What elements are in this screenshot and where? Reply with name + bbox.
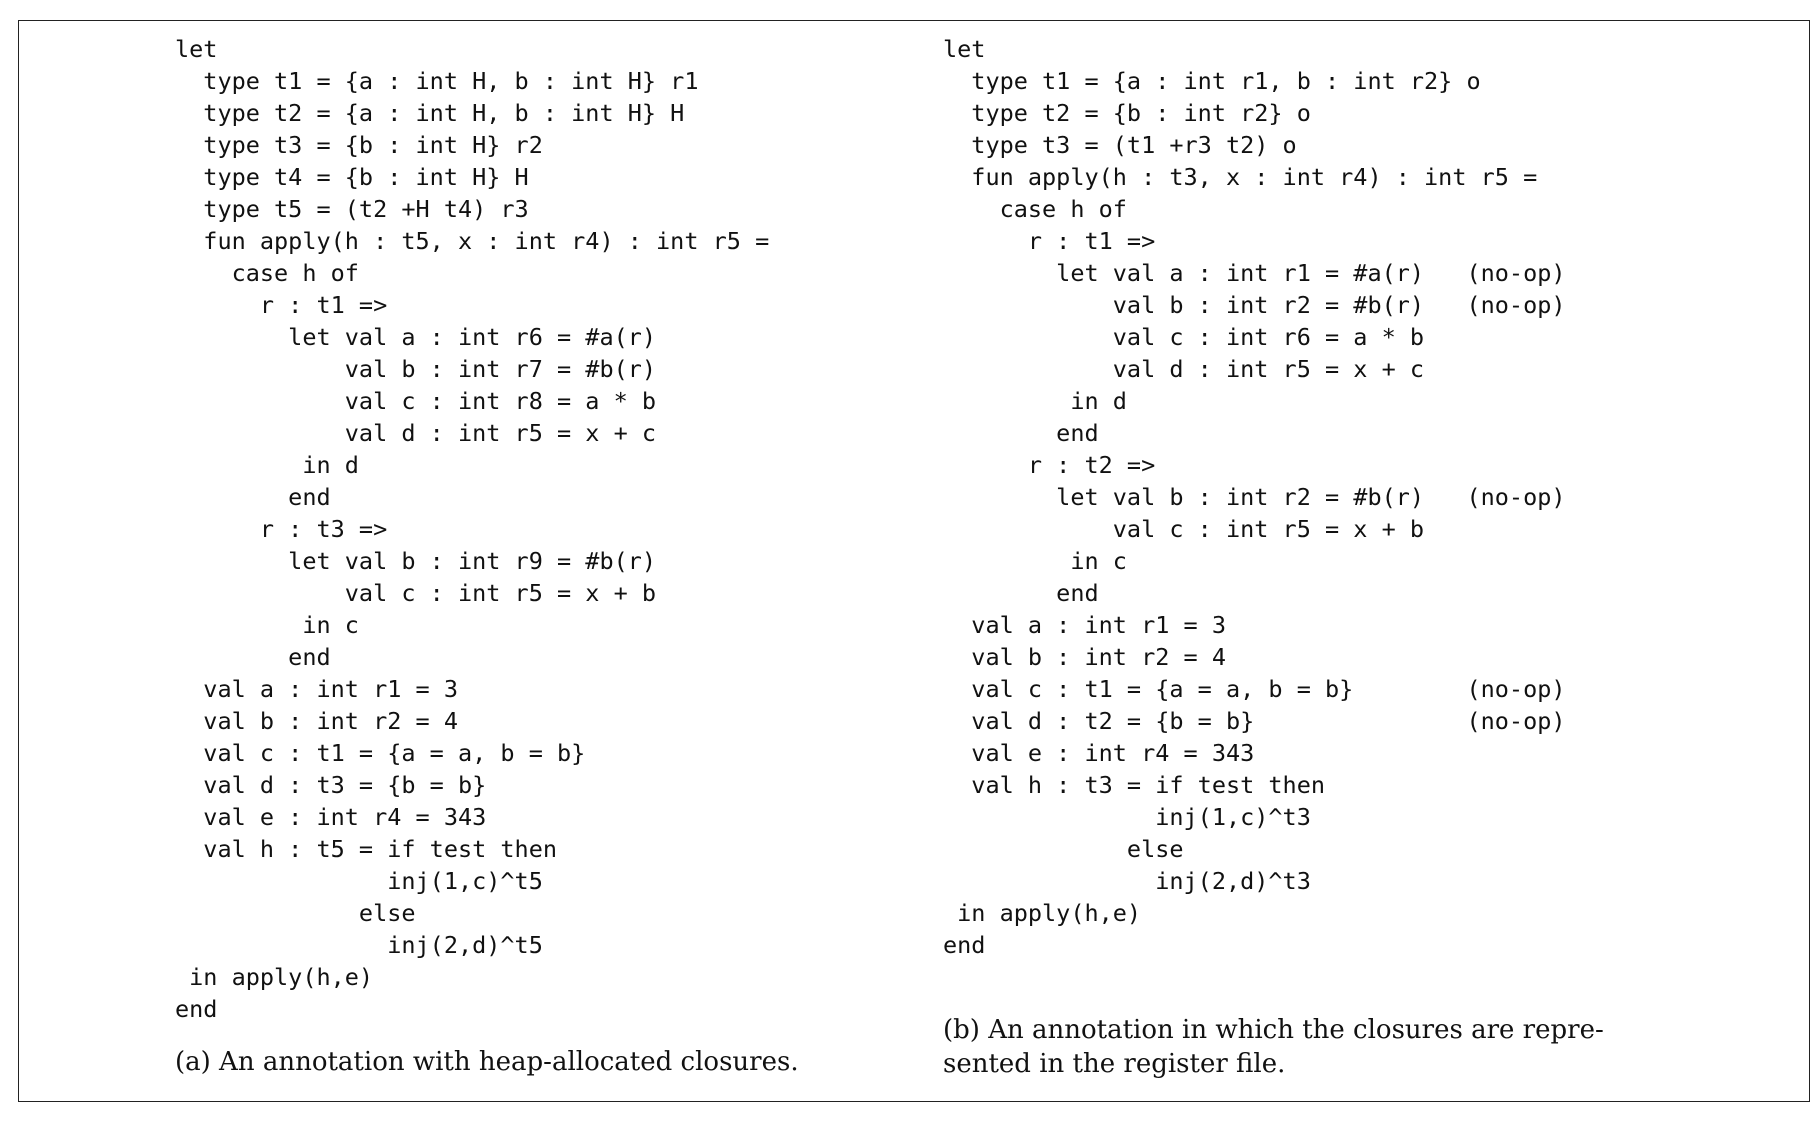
code-line: val a : int r1 = 3 [175, 675, 458, 703]
code-line: type t1 = {a : int r1, b : int r2} o [943, 67, 1481, 95]
code-line: else [943, 835, 1184, 863]
code-line: val c : t1 = {a = a, b = b} [175, 739, 586, 767]
code-line: let [175, 35, 218, 63]
code-line: val a : int r1 = 3 [943, 611, 1226, 639]
code-line: let val a : int r6 = #a(r) [175, 323, 657, 351]
caption-b-line: (b) An annotation in which the closures are repre- [943, 1015, 1604, 1045]
code-line: val b : int r2 = #b(r) (no-op) [943, 291, 1566, 319]
code-line: val d : int r5 = x + c [175, 419, 657, 447]
code-line: case h of [175, 259, 359, 287]
code-line: type t4 = {b : int H} H [175, 163, 529, 191]
code-line: val c : int r8 = a * b [175, 387, 657, 415]
code-line: val c : t1 = {a = a, b = b} (no-op) [943, 675, 1566, 703]
code-line: type t1 = {a : int H, b : int H} r1 [175, 67, 699, 95]
code-line: let val a : int r1 = #a(r) (no-op) [943, 259, 1566, 287]
code-line: in apply(h,e) [175, 963, 374, 991]
code-line: val e : int r4 = 343 [175, 803, 487, 831]
code-line: let val b : int r9 = #b(r) [175, 547, 657, 575]
code-line: val c : int r6 = a * b [943, 323, 1425, 351]
caption-b [943, 1013, 1663, 1081]
code-line: val h : t5 = if test then [175, 835, 558, 863]
code-line: in d [943, 387, 1127, 415]
panel-b [943, 33, 1703, 961]
code-line: type t2 = {b : int r2} o [943, 99, 1311, 127]
code-line: end [175, 995, 218, 1023]
code-listing-b [943, 33, 1703, 961]
code-line: inj(2,d)^t3 [943, 867, 1311, 895]
code-line: val b : int r2 = 4 [175, 707, 458, 735]
figure-frame [18, 20, 1810, 1102]
code-line: in c [175, 611, 359, 639]
code-line: end [175, 643, 331, 671]
code-line: inj(1,c)^t5 [175, 867, 543, 895]
code-line: inj(1,c)^t3 [943, 803, 1311, 831]
caption-b-line: sented in the register file. [943, 1049, 1286, 1079]
code-line: r : t1 => [943, 227, 1156, 255]
code-line: let val b : int r2 = #b(r) (no-op) [943, 483, 1566, 511]
code-line: val b : int r7 = #b(r) [175, 355, 657, 383]
code-line: end [943, 419, 1099, 447]
code-line: fun apply(h : t3, x : int r4) : int r5 = [943, 163, 1538, 191]
code-line: end [943, 931, 986, 959]
caption-a: (a) An annotation with heap-allocated closures. [175, 1047, 799, 1077]
code-line: r : t3 => [175, 515, 388, 543]
code-line: val d : t3 = {b = b} [175, 771, 487, 799]
code-line: inj(2,d)^t5 [175, 931, 543, 959]
code-line: type t2 = {a : int H, b : int H} H [175, 99, 685, 127]
code-line: val b : int r2 = 4 [943, 643, 1226, 671]
code-line: end [175, 483, 331, 511]
code-line: r : t2 => [943, 451, 1156, 479]
code-line: type t5 = (t2 +H t4) r3 [175, 195, 529, 223]
code-line: val h : t3 = if test then [943, 771, 1326, 799]
code-line: in apply(h,e) [943, 899, 1142, 927]
code-line: in c [943, 547, 1127, 575]
code-line: in d [175, 451, 359, 479]
code-line: val e : int r4 = 343 [943, 739, 1255, 767]
code-line: fun apply(h : t5, x : int r4) : int r5 = [175, 227, 770, 255]
code-line: type t3 = {b : int H} r2 [175, 131, 543, 159]
code-line: val d : int r5 = x + c [943, 355, 1425, 383]
code-line: let [943, 35, 986, 63]
code-line: val c : int r5 = x + b [943, 515, 1425, 543]
code-line: val d : t2 = {b = b} (no-op) [943, 707, 1566, 735]
code-line: else [175, 899, 416, 927]
code-listing-a [175, 33, 875, 1025]
code-line: r : t1 => [175, 291, 388, 319]
code-line: type t3 = (t1 +r3 t2) o [943, 131, 1297, 159]
code-line: end [943, 579, 1099, 607]
code-line: val c : int r5 = x + b [175, 579, 657, 607]
panel-a [175, 33, 875, 1025]
code-line: case h of [943, 195, 1127, 223]
